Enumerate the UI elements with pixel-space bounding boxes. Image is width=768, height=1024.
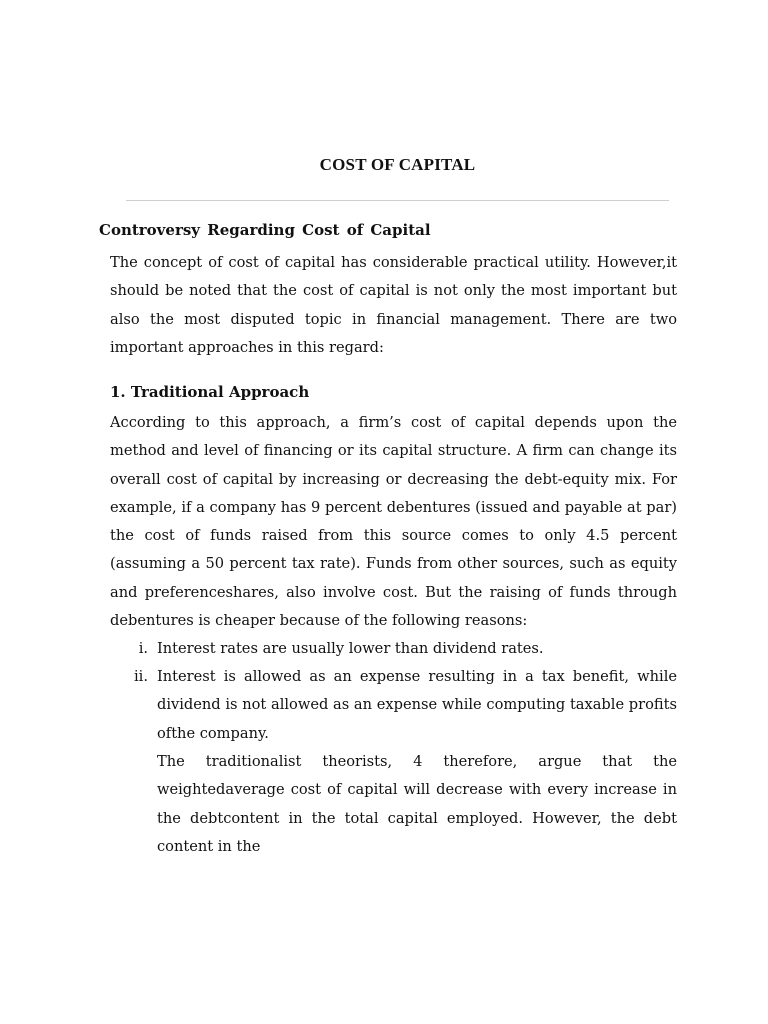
subsection-heading: 1. Traditional Approach — [110, 383, 310, 401]
list-marker: i. — [138, 640, 148, 657]
approach-paragraph: According to this approach, a firm’s cost of capital depends upon the method and level of financing or its capital structure. A firm can change its overall cost of capital by increasing or decreasing the debt-equity mix. For example, if a company has 9 percent debentures (issued and payable at par) the cost of funds raised from this source comes to only 4.5 percent (assuming a 50 percent tax rate). Funds from other sources, such as equity and preferenceshares, also involve cost. But the raising of funds through debentures is cheaper because of the following reasons: — [110, 414, 677, 630]
title-divider — [126, 200, 669, 201]
reason-text: Interest rates are usually lower than dividend rates. — [157, 640, 544, 657]
page-title: COST OF CAPITAL — [319, 155, 476, 174]
section-heading: Controversy Regarding Cost of Capital — [99, 221, 431, 239]
list-marker: ii. — [134, 668, 148, 685]
reason-list-item — [138, 635, 677, 663]
intro-paragraph: The concept of cost of capital has considerable practical utility. However,it should be noted that the cost of capital is not only the most important but also the most disputed topic in financial management. There are two important approaches in this regard: — [110, 254, 677, 356]
continuation-paragraph: The traditionalist theorists, 4 therefore, argue that the weightedaverage cost of capital will decrease with every increase in the debtcontent in the total capital employed. However, the debt content in the — [157, 753, 677, 855]
reason-text: Interest is allowed as an expense resulting in a tax benefit, while dividend is not allowed as an expense while computing taxable profits ofthe company. — [157, 668, 677, 742]
reason-list-item — [134, 663, 677, 748]
